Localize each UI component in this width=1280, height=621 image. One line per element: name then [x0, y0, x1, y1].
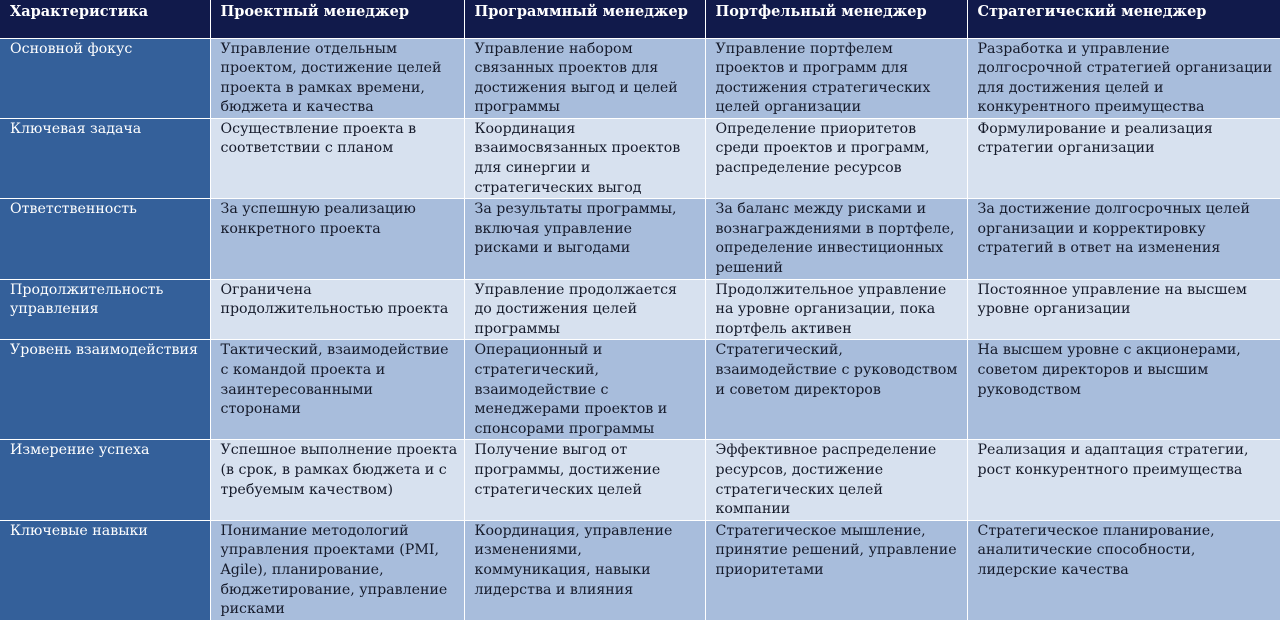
table-cell: Управление набором связанных проектов для достижения выгод и целей программы [464, 38, 705, 118]
table-cell: Определение приоритетов среди проектов и программ, распределение ресурсов [705, 118, 967, 198]
table-cell: Операционный и стратегический, взаимодействие с менеджерами проектов и спонсорами программы [464, 340, 705, 440]
header-project-manager: Проектный менеджер [210, 0, 464, 38]
table-cell: Успешное выполнение проекта (в срок, в рамках бюджета и с требуемым качеством) [210, 440, 464, 520]
table-cell: Стратегическое планирование, аналитические способности, лидерские качества [967, 520, 1280, 620]
table-cell: За баланс между рисками и вознаграждениями в портфеле, определение инвестиционных решений [705, 199, 967, 279]
row-label: Основной фокус [0, 38, 210, 118]
table-cell: Понимание методологий управления проектами (PMI, Agile), планирование, бюджетирование, управление рисками [210, 520, 464, 620]
table-cell: Эффективное распределение ресурсов, достижение стратегических целей компании [705, 440, 967, 520]
table-cell: Осуществление проекта в соответствии с планом [210, 118, 464, 198]
table-cell: За результаты программы, включая управление рисками и выгодами [464, 199, 705, 279]
row-label: Ответственность [0, 199, 210, 279]
table-cell: Координация, управление изменениями, коммуникация, навыки лидерства и влияния [464, 520, 705, 620]
table-cell: Управление отдельным проектом, достижение целей проекта в рамках времени, бюджета и качества [210, 38, 464, 118]
table-cell: За успешную реализацию конкретного проекта [210, 199, 464, 279]
table-cell: Координация взаимосвязанных проектов для синергии и стратегических выгод [464, 118, 705, 198]
table-row [0, 38, 1280, 118]
table-cell: Постоянное управление на высшем уровне организации [967, 279, 1280, 340]
table-cell: Ограничена продолжительностью проекта [210, 279, 464, 340]
table-row [0, 520, 1280, 620]
table-row [0, 199, 1280, 279]
table-cell: Продолжительное управление на уровне организации, пока портфель активен [705, 279, 967, 340]
table-cell: Стратегическое мышление, принятие решений, управление приоритетами [705, 520, 967, 620]
table-row [0, 440, 1280, 520]
header-strategic-manager: Стратегический менеджер [967, 0, 1280, 38]
table-cell: За достижение долгосрочных целей организации и корректировку стратегий в ответ на изменения [967, 199, 1280, 279]
table-row [0, 118, 1280, 198]
header-program-manager: Программный менеджер [464, 0, 705, 38]
table-cell: Управление продолжается до достижения целей программы [464, 279, 705, 340]
table-cell: Получение выгод от программы, достижение стратегических целей [464, 440, 705, 520]
row-label: Ключевые навыки [0, 520, 210, 620]
table-cell: Управление портфелем проектов и программ для достижения стратегических целей организации [705, 38, 967, 118]
table-row [0, 340, 1280, 440]
header-row [0, 0, 1280, 38]
row-label: Уровень взаимодействия [0, 340, 210, 440]
header-characteristic: Характеристика [0, 0, 210, 38]
header-portfolio-manager: Портфельный менеджер [705, 0, 967, 38]
table-cell: На высшем уровне с акционерами, советом директоров и высшим руководством [967, 340, 1280, 440]
row-label: Измерение успеха [0, 440, 210, 520]
row-label: Ключевая задача [0, 118, 210, 198]
table-row [0, 279, 1280, 340]
table-cell: Формулирование и реализация стратегии организации [967, 118, 1280, 198]
row-label: Продолжительность управления [0, 279, 210, 340]
table-cell: Тактический, взаимодействие с командой проекта и заинтересованными сторонами [210, 340, 464, 440]
table-cell: Стратегический, взаимодействие с руководством и советом директоров [705, 340, 967, 440]
table-cell: Реализация и адаптация стратегии, рост конкурентного преимущества [967, 440, 1280, 520]
table-cell: Разработка и управление долгосрочной стратегией организации для достижения целей и конкурентного преимущества [967, 38, 1280, 118]
